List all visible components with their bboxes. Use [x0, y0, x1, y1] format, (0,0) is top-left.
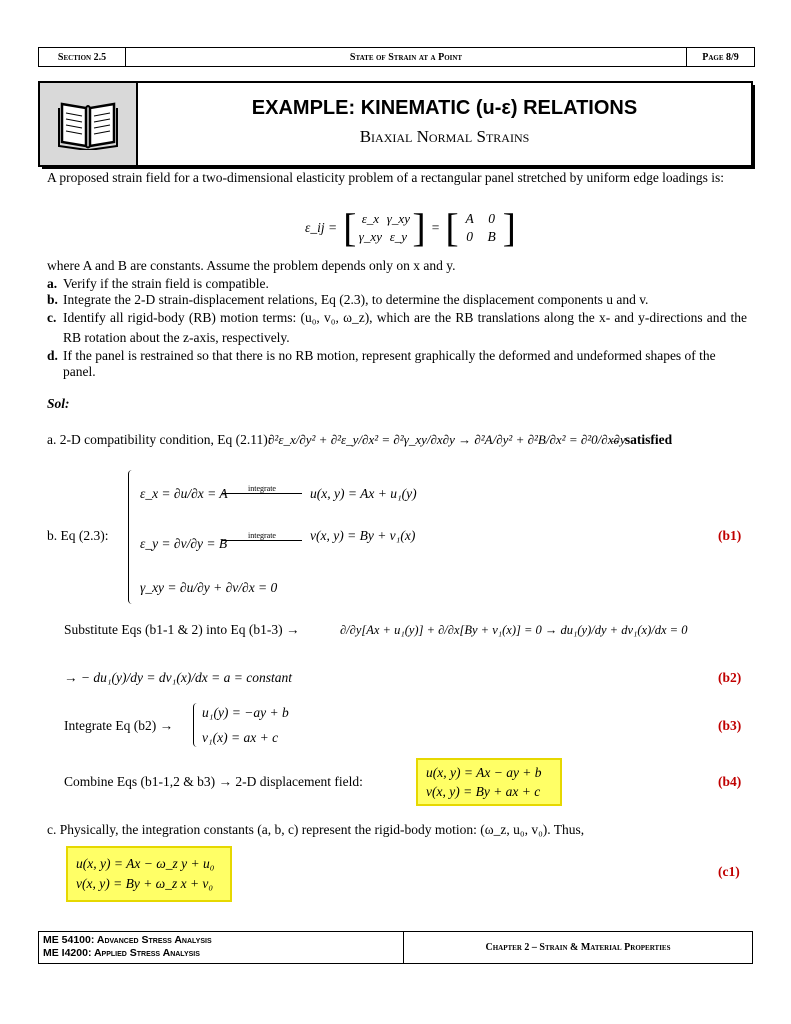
tag-b4: (b4) [718, 774, 742, 789]
b-result-1: u(x, y) = Ax + u₁(y) [310, 486, 417, 501]
b3-eq-2: v₁(x) = ax + c [202, 730, 279, 745]
substitute-eq: ∂/∂y[Ax + u₁(y)] + ∂/∂x[By + v₁(x)] = 0 → du₁(y)/dy + dv₁(x)/dx = 0 [340, 623, 688, 637]
task-b: b. Integrate the 2-D strain-displacement relations, Eq (2.3), to determine the displacement components u and v. [47, 292, 649, 307]
part-a-label: a. 2-D compatibility condition, Eq (2.11): [47, 432, 272, 447]
b3-brace [193, 703, 197, 747]
c1-highlight [66, 846, 232, 902]
book-icon [40, 83, 138, 165]
part-c-text: c. Physically, the integration constants (a, b, c) represent the rigid-body motion: (ω_z, u₀, v₀). Thus, [47, 822, 585, 837]
brace [128, 470, 132, 604]
strain-matrix: ε_ij = [ ε_x γ_xy γ_xy ε_y ] = [ A 0 0 B ] [305, 205, 516, 250]
integrate-arrow-2: integrate [222, 531, 302, 541]
course-2: ME I4200: Applied Stress Analysis [43, 947, 200, 959]
part-a-eq: ∂²ε_x/∂y² + ∂²ε_y/∂x² = ∂²γ_xy/∂x∂y → ∂²A/∂y² + ∂²B/∂x² = ∂²0/∂x∂y [268, 432, 626, 447]
task-list [47, 276, 747, 380]
chapter-label: Chapter 2 – Strain & Material Properties [485, 942, 671, 953]
b3-text: Integrate Eq (b2) → [64, 718, 174, 733]
page-title: EXAMPLE: KINEMATIC (u-ε) RELATIONS [251, 97, 638, 119]
part-b-label: b. Eq (2.3): [47, 528, 109, 543]
b-row-1: ε_x = ∂u/∂x = A [140, 486, 228, 501]
page-header [38, 47, 755, 67]
c1-eq-1: u(x, y) = Ax − ω_z y + u₀ [76, 856, 215, 871]
tag-b2: (b2) [718, 670, 742, 685]
where-text: where A and B are constants. Assume the problem depends only on x and y. [47, 258, 456, 273]
m2-0: A [465, 211, 474, 226]
part-a-result: → satisfied [608, 432, 673, 447]
tag-c1: (c1) [718, 864, 740, 879]
m2-3: B [487, 229, 496, 244]
b4-highlight [416, 758, 562, 806]
integrate-arrow-1: integrate [222, 484, 302, 494]
course-1: ME 54100: Advanced Stress Analysis [43, 934, 212, 946]
substitute-text: Substitute Eqs (b1-1 & 2) into Eq (b1-3) → [64, 622, 300, 637]
b4-text: Combine Eqs (b1-1,2 & b3) → 2-D displacement field: [64, 774, 363, 789]
tag-b1: (b1) [718, 528, 742, 543]
topic-label: State of Strain at a Point [126, 48, 687, 66]
tag-b3: (b3) [718, 718, 742, 733]
m2-1: 0 [488, 211, 496, 226]
task-a: a. Verify if the strain field is compatible. [47, 276, 269, 291]
task-c: c. Identify all rigid-body (RB) motion terms: (u₀, v₀, ω_z), which are the RB translations along the x- and y-directions and the RB rotation about the z-axis, respectively. [47, 310, 747, 345]
m1-2: γ_xy [358, 229, 382, 244]
page-number: Page 8/9 [702, 51, 739, 63]
c1-eq-2: v(x, y) = By + ω_z x + v₀ [76, 876, 214, 891]
intro-text: A proposed strain field for a two-dimensional elasticity problem of a rectangular panel stretched by uniform edge loadings is: [47, 170, 725, 185]
b-result-2: v(x, y) = By + v₁(x) [310, 528, 416, 543]
strain-lhs: ε_ij = [305, 220, 338, 235]
m1-0: ε_x [361, 211, 380, 226]
b2-eq: → − du₁(y)/dy = dv₁(x)/dx = a = constant [64, 670, 293, 685]
b4-eq-2: v(x, y) = By + ax + c [426, 784, 541, 799]
m2-2: 0 [466, 229, 474, 244]
m1-1: γ_xy [386, 211, 410, 226]
m1-3: ε_y [389, 229, 408, 244]
b-row-2: ε_y = ∂v/∂y = B [140, 536, 228, 551]
page-subtitle: Biaxial Normal Strains [359, 127, 530, 146]
solution-label: Sol: [47, 396, 70, 411]
task-d: d. If the panel is restrained so that there is no RB motion, represent graphically the deformed and undeformed shapes of the panel. [47, 348, 716, 379]
title-box [38, 81, 753, 167]
section-label: Section 2.5 [39, 48, 126, 66]
b3-eq-1: u₁(y) = −ay + b [202, 705, 289, 720]
page-footer [38, 931, 753, 964]
b4-eq-1: u(x, y) = Ax − ay + b [426, 765, 542, 780]
b-row-3: γ_xy = ∂u/∂y + ∂v/∂x = 0 [140, 580, 278, 595]
